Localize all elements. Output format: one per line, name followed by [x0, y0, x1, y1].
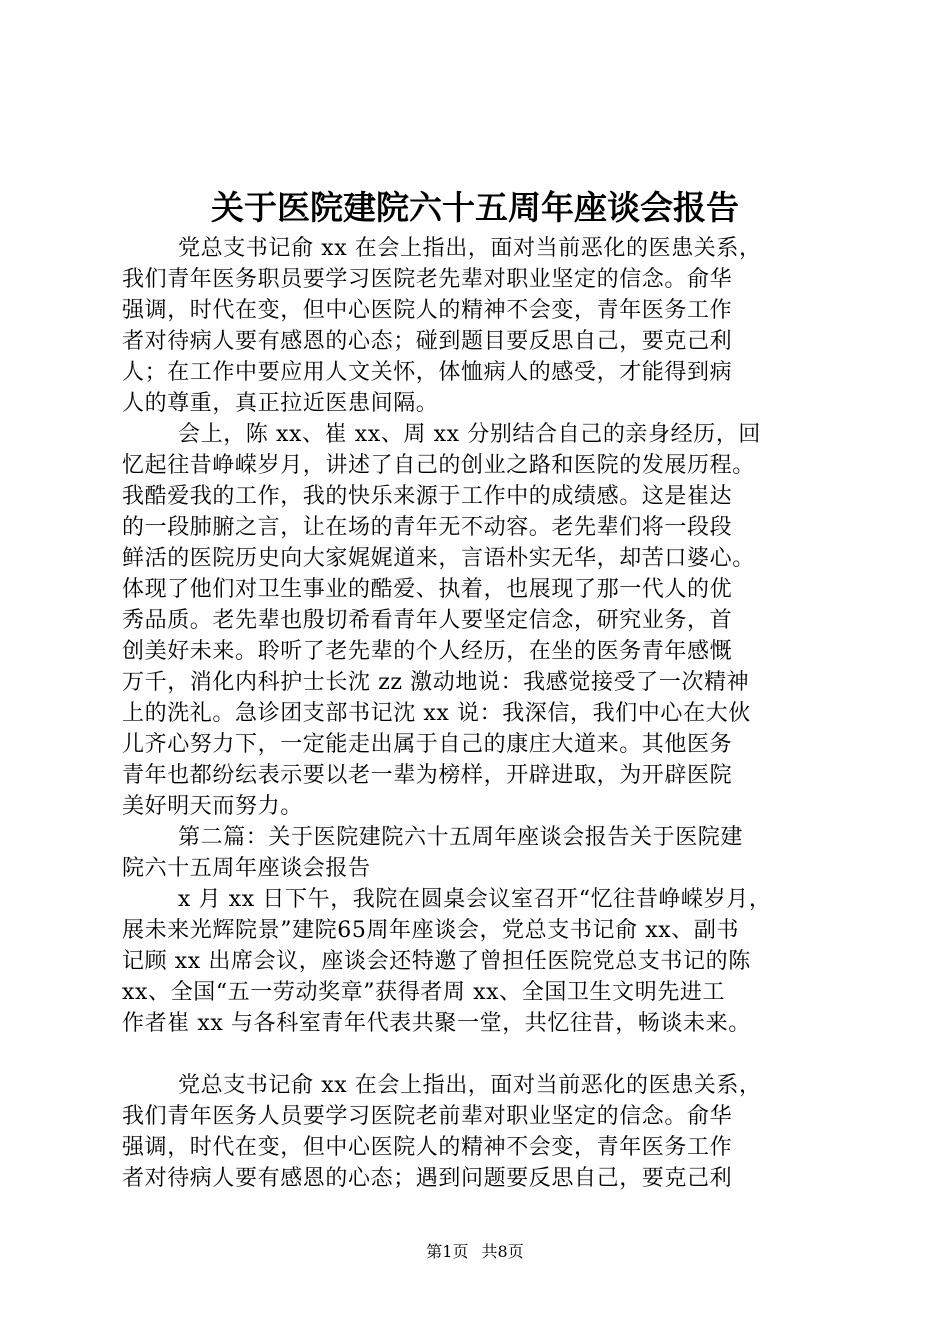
section-heading-line: 第二篇：关于医院建院六十五周年座谈会报告关于医院建 [178, 825, 744, 850]
text-line: xx、全国“五一劳动奖章”获得者周 xx、全国卫生文明先进工 [122, 980, 726, 1005]
text-line: 美好明天而努力。 [122, 794, 303, 819]
text-line: 党总支书记俞 xx 在会上指出，面对当前恶化的医患关系， [178, 1073, 762, 1098]
text-line: 创美好未来。聆听了老先辈的个人经历，在坐的医务青年感慨 [122, 639, 733, 664]
document-body [122, 233, 832, 1194]
page-footer [0, 1242, 950, 1262]
page-total: 共8页 [481, 1242, 524, 1261]
section-heading-line: 院六十五周年座谈会报告 [122, 856, 371, 881]
text-line: 儿齐心努力下，一定能走出属于自己的康庄大道来。其他医务 [122, 732, 733, 757]
text-line: 忆起往昔峥嵘岁月，讲述了自己的创业之路和医院的发展历程。 [122, 453, 755, 478]
text-line: 青年也都纷纭表示要以老一辈为榜样，开辟进取，为开辟医院 [122, 763, 733, 788]
blank-line [122, 1039, 832, 1070]
text-line: 强调，时代在变，但中心医院人的精神不会变，青年医务工作 [122, 1135, 733, 1160]
text-line: 我酷爱我的工作，我的快乐来源于工作中的成绩感。这是崔达 [122, 484, 733, 509]
text-line: 人的尊重，真正拉近医患间隔。 [122, 391, 439, 416]
text-line: 上的洗礼。急诊团支部书记沈 xx 说：我深信，我们中心在大伙 [122, 701, 751, 726]
text-line: 者对待病人要有感恩的心态；遇到问题要反思自己，要克己利 [122, 1166, 733, 1191]
text-line: 展未来光辉院景”建院65周年座谈会，党总支书记俞 xx、副书 [122, 918, 740, 943]
text-line: 鲜活的医院历史向大家娓娓道来，言语朴实无华，却苦口婆心。 [122, 546, 755, 571]
text-line: 的一段肺腑之言，让在场的青年无不动容。老先辈们将一段段 [122, 515, 733, 540]
text-line: 党总支书记俞 xx 在会上指出，面对当前恶化的医患关系， [178, 236, 762, 261]
text-line: 强调，时代在变，但中心医院人的精神不会变，青年医务工作 [122, 298, 733, 323]
text-line: 体现了他们对卫生事业的酷爱、执着，也展现了那一代人的优 [122, 577, 733, 602]
text-line: 者对待病人要有感恩的心态；碰到题目要反思自己，要克己利 [122, 329, 733, 354]
text-line: x 月 xx 日下午，我院在圆桌会议室召开“忆往昔峥嵘岁月， [178, 887, 772, 912]
text-line: 会上，陈 xx、崔 xx、周 xx 分别结合自己的亲身经历，回 [178, 422, 762, 447]
text-line: 万千，消化内科护士长沈 zz 激动地说：我感觉接受了一次精神 [122, 670, 750, 695]
text-line: 秀品质。老先辈也殷切希看青年人要坚定信念，研究业务，首 [122, 608, 733, 633]
page-number: 第1页 [426, 1242, 469, 1261]
text-line: 记顾 xx 出席会议，座谈会还特邀了曾担任医院党总支书记的陈 [122, 949, 751, 974]
document-title: 关于医院建院六十五周年座谈会报告 [211, 188, 739, 227]
text-line: 人；在工作中要应用人文关怀，体恤病人的感受，才能得到病 [122, 360, 733, 385]
text-line: 作者崔 xx 与各科室青年代表共聚一堂，共忆往昔，畅谈未来。 [122, 1011, 751, 1036]
text-line: 我们青年医务职员要学习医院老先辈对职业坚定的信念。俞华 [122, 267, 733, 292]
text-line: 我们青年医务人员要学习医院老前辈对职业坚定的信念。俞华 [122, 1104, 733, 1129]
